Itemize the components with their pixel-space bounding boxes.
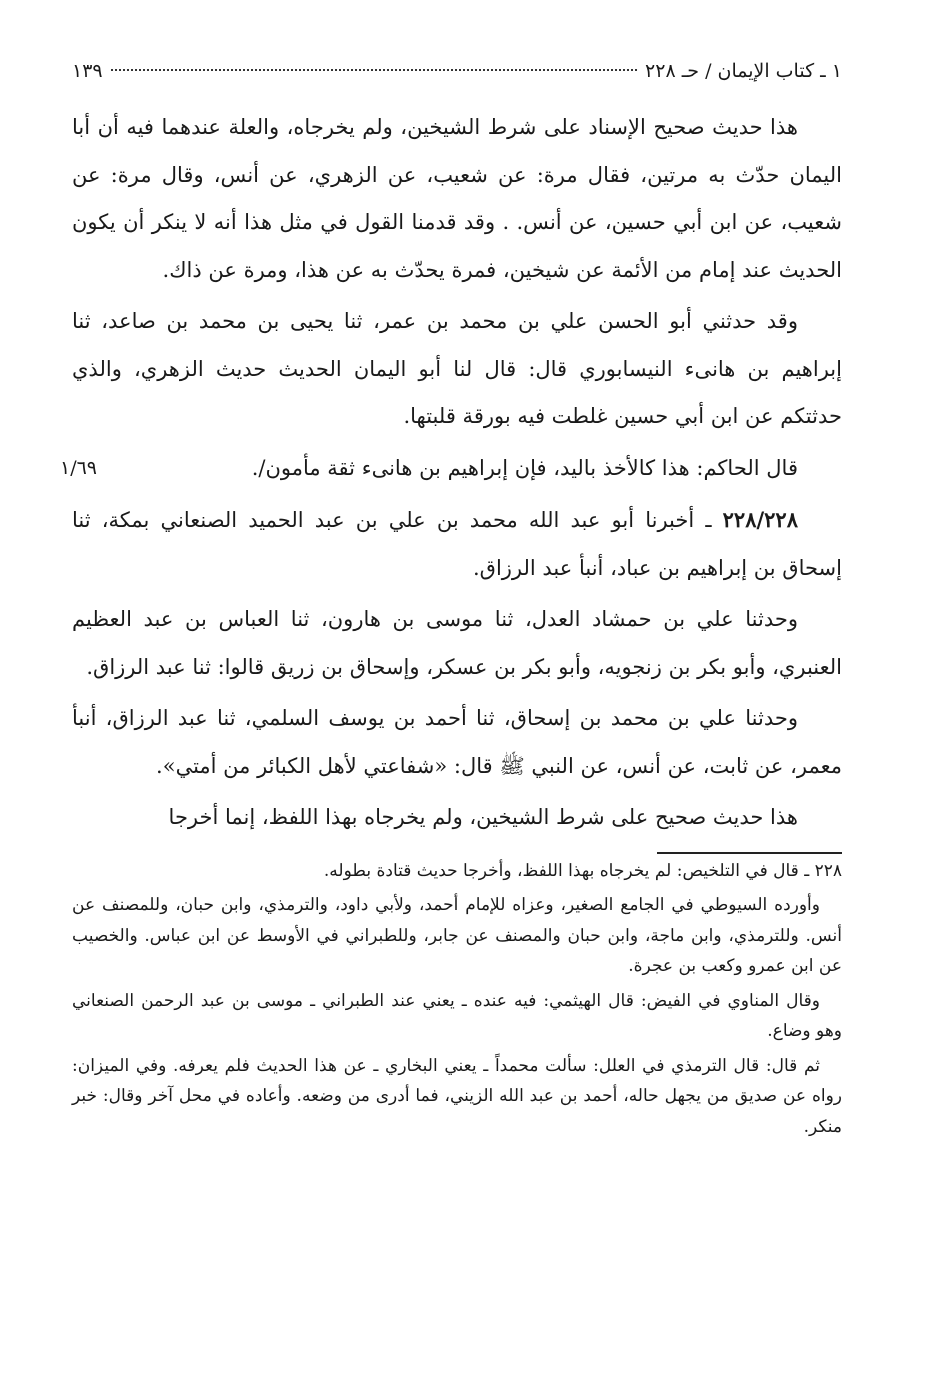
paragraph-2: وقد حدثني أبو الحسن علي بن محمد بن عمر، ثنا يحيى بن محمد بن صاعد، ثنا إبراهيم بن هانىء النيسابوري قال: قال لنا أبو اليمان الحديث حديث الزهري، والذي حدثتكم عن ابن أبي حسين غلطت فيه بورقة قلبتها. — [72, 309, 842, 428]
footnote-divider — [657, 852, 842, 854]
hadith-number: ٢٢٨/٢٢٨ — [722, 507, 798, 532]
hadith-text: ـ أخبرنا أبو عبد الله محمد بن علي بن عبد الحميد الصنعاني بمكة، ثنا إسحاق بن إبراهيم بن عباد، أنبأ عبد الرزاق. — [72, 508, 842, 580]
page-number: ١٣٩ — [72, 60, 103, 82]
paragraph-3-text: قال الحاكم: هذا كالأخذ باليد، فإن إبراهيم بن هانىء ثقة مأمون/. — [251, 455, 798, 480]
main-text — [60, 104, 842, 842]
footnote-4: ثم قال: قال الترمذي في العلل: سألت محمداً ـ يعني البخاري ـ عن هذا الحديث فلم يعرفه. وفي الميزان: رواه عن صديق من يجهل حاله، أحمد بن عبد الله الزيني، فما أدرى من وضعه. وأعاده في محل آخر وقال: خبر منكر. — [72, 1055, 842, 1137]
leader-dots — [111, 69, 637, 71]
paragraph-6: هذا حديث صحيح على شرط الشيخين، ولم يخرجاه بهذا اللفظ، إنما أخرجا — [168, 805, 798, 829]
paragraph-3 — [60, 445, 842, 493]
paragraph-4: وحدثنا علي بن حمشاد العدل، ثنا موسى بن هارون، ثنا العباس بن عبد العظيم العنبري، وأبو بكر بن زنجويه، وأبو بكر بن عسكر، وإسحاق بن زريق قالوا: ثنا عبد الرزاق. — [72, 607, 842, 679]
paragraph-5: وحدثنا علي بن محمد بن إسحاق، ثنا أحمد بن يوسف السلمي، ثنا عبد الرزاق، أنبأ معمر، عن ثابت، عن أنس، عن النبي ﷺ قال: «شفاعتي لأهل الكبائر من أمتي». — [72, 706, 842, 778]
margin-note: ١/٦٩ — [60, 456, 98, 479]
footnote-3: وقال المناوي في الفيض: قال الهيثمي: فيه عنده ـ يعني عند الطبراني ـ موسى بن عبد الرحمن الصنعاني وهو وضاع. — [72, 990, 842, 1041]
footnote-2: وأورده السيوطي في الجامع الصغير، وعزاه للإمام أحمد، ولأبي داود، والترمذي، وابن حبان، وللمصنف عن أنس. وللترمذي، وابن ماجة، وابن حبان والمصنف عن جابر، وللطبراني في الأوسط عن ابن عباس. والخصيب عن ابن عمرو وكعب بن عجرة. — [72, 895, 842, 976]
footnotes — [72, 856, 842, 1143]
book-page — [60, 56, 842, 1146]
hadith-paragraph — [72, 496, 842, 592]
chapter-title: ١ ـ كتاب الإيمان / حـ ٢٢٨ — [645, 60, 842, 82]
paragraph-1: هذا حديث صحيح الإسناد على شرط الشيخين، ولم يخرجاه، والعلة عندهما فيه أن أبا اليمان حدّث به مرتين، فقال مرة: عن شعيب، عن الزهري، عن أنس، وقال مرة: عن شعيب، عن ابن أبي حسين، عن أنس. . وقد قدمنا القول في مثل هذا أنه لا ينكر أن يكون الحديث عند إمام من الأئمة عن شيخين، فمرة يحدّث به عن هذا، ومرة عن ذاك. — [72, 115, 842, 282]
footnote-1: ٢٢٨ ـ قال في التلخيص: لم يخرجاه بهذا اللفظ، وأخرجا حديث قتادة بطوله. — [323, 860, 842, 881]
running-header — [72, 56, 842, 90]
